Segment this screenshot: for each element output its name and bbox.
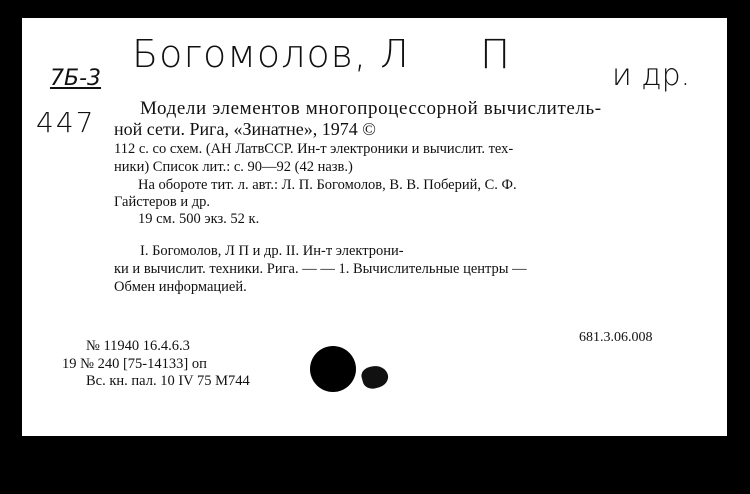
ink-blot (360, 363, 391, 391)
shelfmark-bottom: 447 (36, 106, 96, 139)
authors-note-line: На обороте тит. л. авт.: Л. П. Богомолов, В. В. Поберий, С. Ф. (138, 177, 517, 193)
handwritten-author: Богомолов, Л (132, 32, 410, 76)
pagination-line: 112 с. со схем. (АН ЛатвССР. Ин-т электроники и вычислит. тех- (114, 141, 514, 157)
title-line-2: ной сети. Рига, «Зинатне», 1974 © (114, 119, 376, 139)
title-line-1: Модели элементов многопроцессорной вычислитель- (140, 98, 602, 119)
handwritten-et-al: и др. (612, 58, 691, 93)
accession-line-1: № 11940 16.4.6.3 (86, 338, 190, 354)
classification-code: 681.3.06.008 (579, 330, 653, 345)
series-bibliography-line: ники) Список лит.: с. 90—92 (42 назв.) (114, 159, 353, 175)
handwritten-patronymic: П (480, 32, 511, 78)
shelfmark-top: 7Б-3 (50, 66, 102, 91)
size-print-run-price: 19 см. 500 экз. 52 к. (138, 211, 260, 227)
tracing-line-3: Обмен информацией. (114, 279, 247, 295)
tracing-line-1: I. Богомолов, Л П и др. II. Ин-т электрони- (140, 243, 404, 259)
accession-line-3: Вс. кн. пал. 10 IV 75 М744 (86, 373, 250, 389)
catalog-card (22, 18, 727, 436)
authors-note-continued: Гайстеров и др. (114, 194, 211, 210)
punch-hole (310, 346, 356, 392)
accession-line-2: 19 № 240 [75-14133] оп (62, 356, 207, 372)
tracing-line-2: ки и вычислит. техники. Рига. — — 1. Вычислительные центры — (114, 261, 527, 277)
